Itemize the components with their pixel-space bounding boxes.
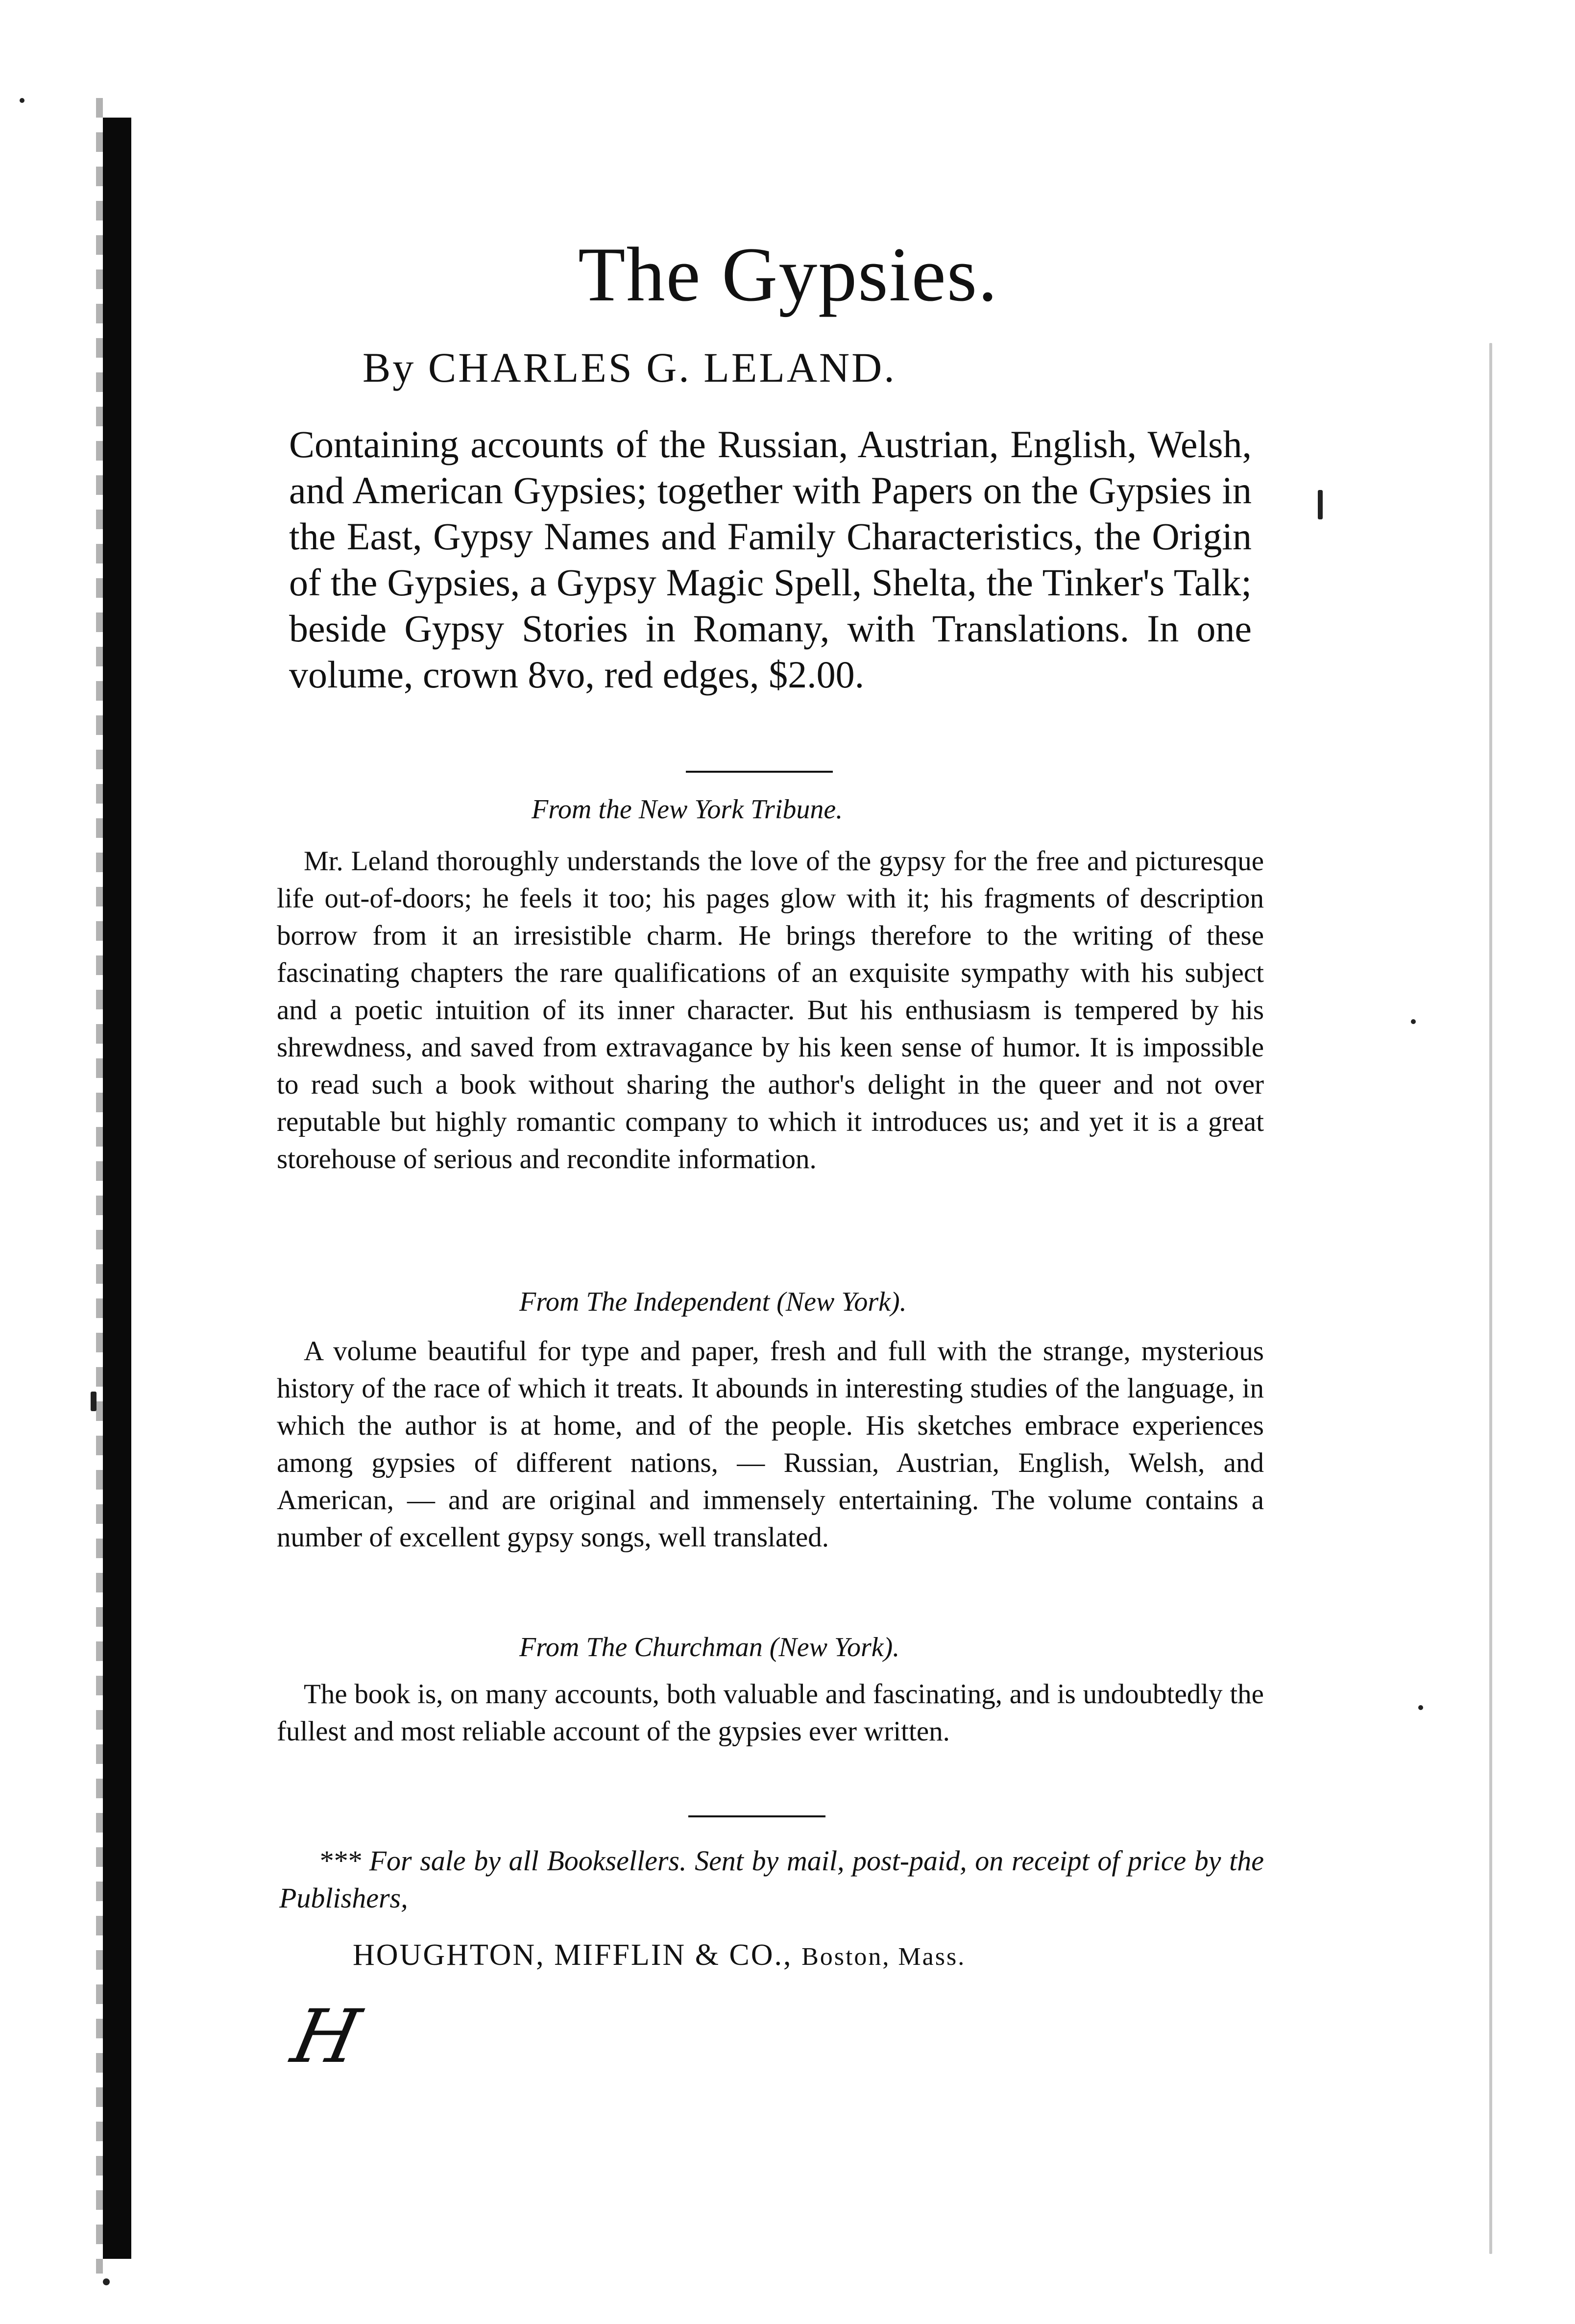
review-text-independent: A volume beautiful for type and paper, fresh and full with the strange, mysterious history of the race of which it treats. It abounds in interesting studies of the language, in which the author is at home, and of the people. His sketches embrace experiences among gypsies of different nations, — Russian, Austrian, English, Welsh, and American, — and are original and immensely entertaining. The volume contains a number of excellent gypsy songs, well translated. (277, 1336, 1264, 1553)
review-text-churchman: The book is, on many accounts, both valuable and fascinating, and is undoubtedly the fullest and most reliable account of the gypsies ever written. (277, 1679, 1264, 1747)
review-source-churchman: From The Churchman (New York). (519, 1632, 900, 1663)
scan-speck (20, 98, 24, 103)
book-title: The Gypsies. (578, 232, 998, 318)
handwritten-mark: H (285, 1994, 367, 2079)
byline (363, 343, 897, 392)
publisher-city: Boston, Mass. (801, 1943, 966, 1971)
scan-speck (103, 2278, 110, 2285)
binding-edge (96, 98, 103, 2274)
divider-rule (688, 1815, 825, 1817)
publisher-imprint (353, 1938, 966, 1973)
byline-author: CHARLES G. LELAND. (428, 344, 897, 391)
review-source-tribune: From the New York Tribune. (532, 794, 843, 825)
review-text-tribune: Mr. Leland thoroughly understands the love of the gypsy for the free and picturesque life out-of-doors; he feels it too; his pages glow with it; his fragments of description borrow from it an irresistible charm. He brings therefore to the writing of these fascinating chapters the rare qualifications of an exquisite sympathy with his subject and a poetic intuition of its inner character. But his enthusiasm is tempered by his shrewdness, and saved from extravagance by his keen sense of humor. It is impossible to read such a book without sharing the author's delight in the queer and not over reputable but highly romantic company to which it introduces us; and yet it is a great storehouse of serious and recondite information. (277, 846, 1264, 1174)
publisher-name: HOUGHTON, MIFFLIN & CO., (353, 1938, 793, 1972)
divider-rule (686, 771, 833, 773)
book-summary: Containing accounts of the Russian, Austrian, English, Welsh, and American Gypsies; together with Papers on the Gypsies in the East, Gypsy Names and Family Characteristics, the Origin of the Gypsies, a Gypsy Magic Spell, Shelta, the Tinker's Talk; beside Gypsy Stories in Romany, with Translations. In one volume, crown 8vo, red edges, $2.00. (289, 423, 1252, 696)
scan-speck (1411, 1019, 1416, 1024)
scan-speck (1489, 343, 1492, 2254)
scan-speck (1318, 490, 1323, 519)
byline-prefix: By (363, 344, 416, 391)
scan-speck (1418, 1705, 1423, 1710)
review-source-independent: From The Independent (New York). (519, 1287, 907, 1317)
sale-notice: *** For sale by all Booksellers. Sent by mail, post-paid, on receipt of price by the Publishers, (279, 1845, 1264, 1914)
binding-bar (103, 118, 131, 2259)
scan-speck (91, 1392, 97, 1411)
